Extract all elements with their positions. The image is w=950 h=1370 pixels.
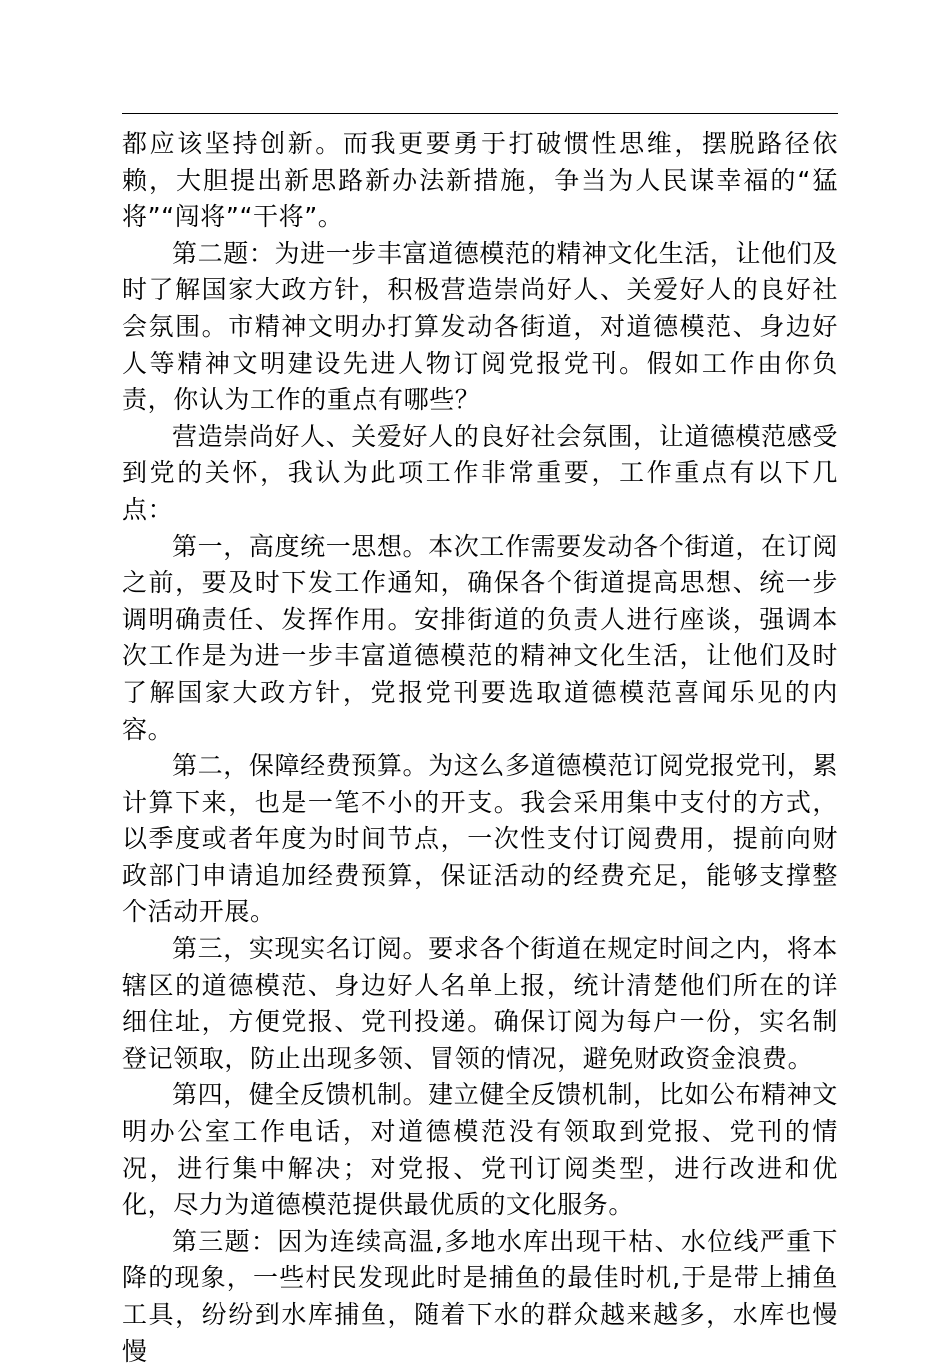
- paragraph: 都应该坚持创新。而我更要勇于打破惯性思维，摆脱路径依赖，大胆提出新思路新办法新措施，争当为人民谋幸福的“猛将”“闯将”“干将”。: [122, 129, 838, 232]
- paragraph: 营造崇尚好人、关爱好人的良好社会氛围，让道德模范感受到党的关怀，我认为此项工作非常重要，工作重点有以下几点：: [122, 421, 838, 524]
- document-body: [122, 126, 838, 1370]
- paragraph: 第二，保障经费预算。为这么多道德模范订阅党报党刊，累计算下来，也是一笔不小的开支。我会采用集中支付的方式，以季度或者年度为时间节点，一次性支付订阅费用，提前向财政部门申请追加经费预算，保证活动的经费充足，能够支撑整个活动开展。: [122, 751, 838, 927]
- paragraph: 第四，健全反馈机制。建立健全反馈机制，比如公布精神文明办公室工作电话，对道德模范没有领取到党报、党刊的情况，进行集中解决；对党报、党刊订阅类型，进行改进和优化，尽力为道德模范提供最优质的文化服务。: [122, 1080, 838, 1220]
- paragraph: 第三题：因为连续高温,多地水库出现干枯、水位线严重下降的现象，一些村民发现此时是捕鱼的最佳时机,于是带上捕鱼工具，纷纷到水库捕鱼，随着下水的群众越来越多，水库也慢慢: [122, 1226, 838, 1366]
- paragraph: 第一，高度统一思想。本次工作需要发动各个街道，在订阅之前，要及时下发工作通知，确保各个街道提高思想、统一步调明确责任、发挥作用。安排街道的负责人进行座谈，强调本次工作是为进一步丰富道德模范的精神文化生活，让他们及时了解国家大政方针，党报党刊要选取道德模范喜闻乐见的内容。: [122, 531, 838, 744]
- paragraph: 第三，实现实名订阅。要求各个街道在规定时间之内，将本辖区的道德模范、身边好人名单上报，统计清楚他们所在的详细住址，方便党报、党刊投递。确保订阅为每户一份，实名制登记领取，防止出现多领、冒领的情况，避免财政资金浪费。: [122, 934, 838, 1073]
- paragraph: 第二题：为进一步丰富道德模范的精神文化生活，让他们及时了解国家大政方针，积极营造崇尚好人、关爱好人的良好社会氛围。市精神文明办打算发动各街道，对道德模范、身边好人等精神文明建设先进人物订阅党报党刊。假如工作由你负责，你认为工作的重点有哪些？: [122, 238, 838, 415]
- header-rule: [122, 113, 838, 114]
